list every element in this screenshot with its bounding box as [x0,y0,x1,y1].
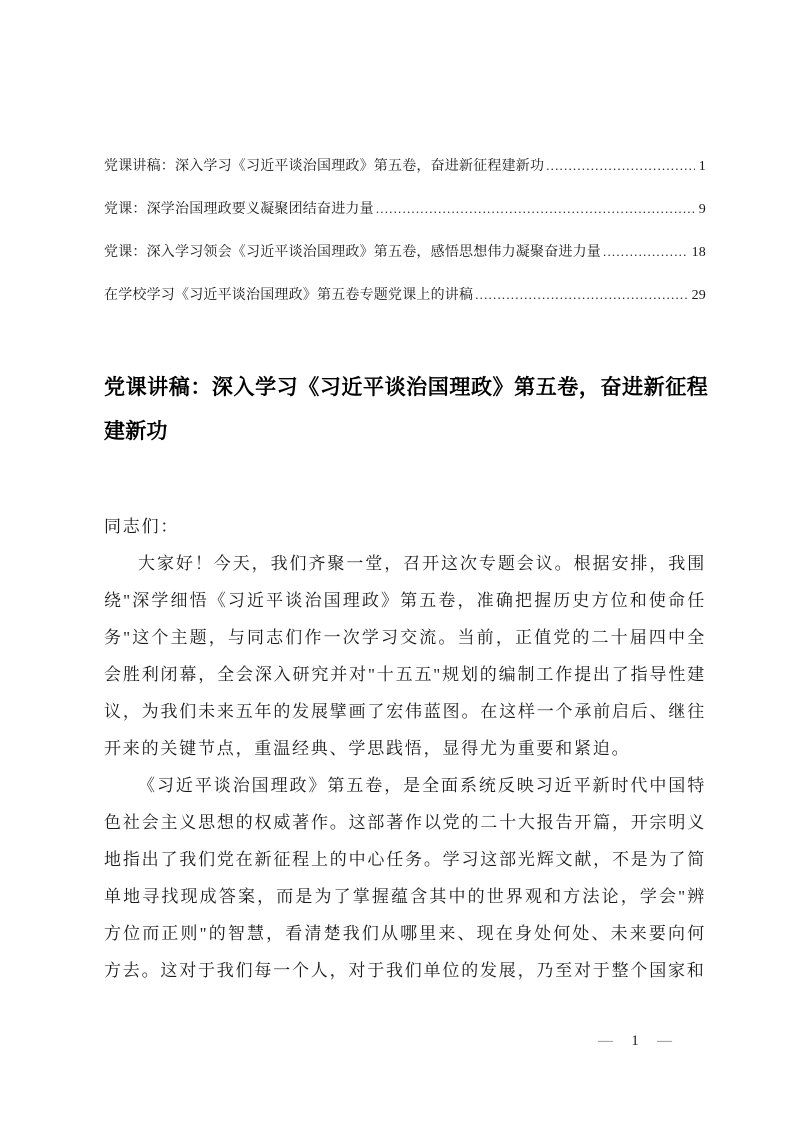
toc-page-number: 29 [691,288,706,303]
salutation: 同志们： [104,517,180,536]
footer-dash-right: — [657,1033,672,1049]
page-number: 1 [631,1033,639,1049]
toc-page-number: 18 [691,245,706,260]
page-footer [598,1031,672,1051]
toc-entry[interactable] [104,200,706,218]
toc-page-number: 1 [698,159,706,174]
toc-page-number: 9 [698,202,706,217]
article-title: 党课讲稿：深入学习《习近平谈治国理政》第五卷，奋进新征程建新功 [104,376,708,443]
toc-dot-leader [376,200,695,219]
toc-entry[interactable] [104,157,706,175]
table-of-contents [104,157,706,329]
article-body [104,508,706,989]
body-paragraph: 大家好！今天，我们齐聚一堂，召开这次专题会议。根据安排，我围绕"深学细悟《习近平谈治国理政》第五卷，准确把握历史方位和使命任务"这个主题，与同志们作一次学习交流。当前，正值党的二十届四中全会胜利闭幕，全会深入研究并对"十五五"规划的编制工作提出了指导性建议，为我们未来五年的发展擘画了宏伟蓝图。在这样一个承前启后、继往开来的关键节点，重温经典、学思践悟，显得尤为重要和紧迫。 [104,554,706,758]
toc-entry-title: 党课：深学治国理政要义凝聚团结奋进力量 [104,202,374,217]
footer-dash-left: — [598,1033,613,1049]
toc-entry-title: 党课：深入学习领会《习近平谈治国理政》第五卷，感悟思想伟力凝聚奋进力量 [104,245,601,260]
toc-entry[interactable] [104,286,706,304]
toc-dot-leader [546,157,695,176]
toc-entry-title: 党课讲稿：深入学习《习近平谈治国理政》第五卷，奋进新征程建新功 [104,159,545,174]
toc-dot-leader [603,243,688,262]
body-paragraph: 《习近平谈治国理政》第五卷，是全面系统反映习近平新时代中国特色社会主义思想的权威著作。这部著作以党的二十大报告开篇，开宗明义地指出了我们党在新征程上的中心任务。学习这部光辉文献，不是为了简单地寻找现成答案，而是为了掌握蕴含其中的世界观和方法论，学会"辨方位而正则"的智慧，看清楚我们从哪里来、现在身处何处、未来要向何方去。这对于我们每一个人，对于我们单位的发展，乃至对于整个国家和 [104,776,706,980]
toc-dot-leader [475,286,687,305]
toc-entry[interactable] [104,243,706,261]
toc-entry-title: 在学校学习《习近平谈治国理政》第五卷专题党课上的讲稿 [104,288,474,303]
